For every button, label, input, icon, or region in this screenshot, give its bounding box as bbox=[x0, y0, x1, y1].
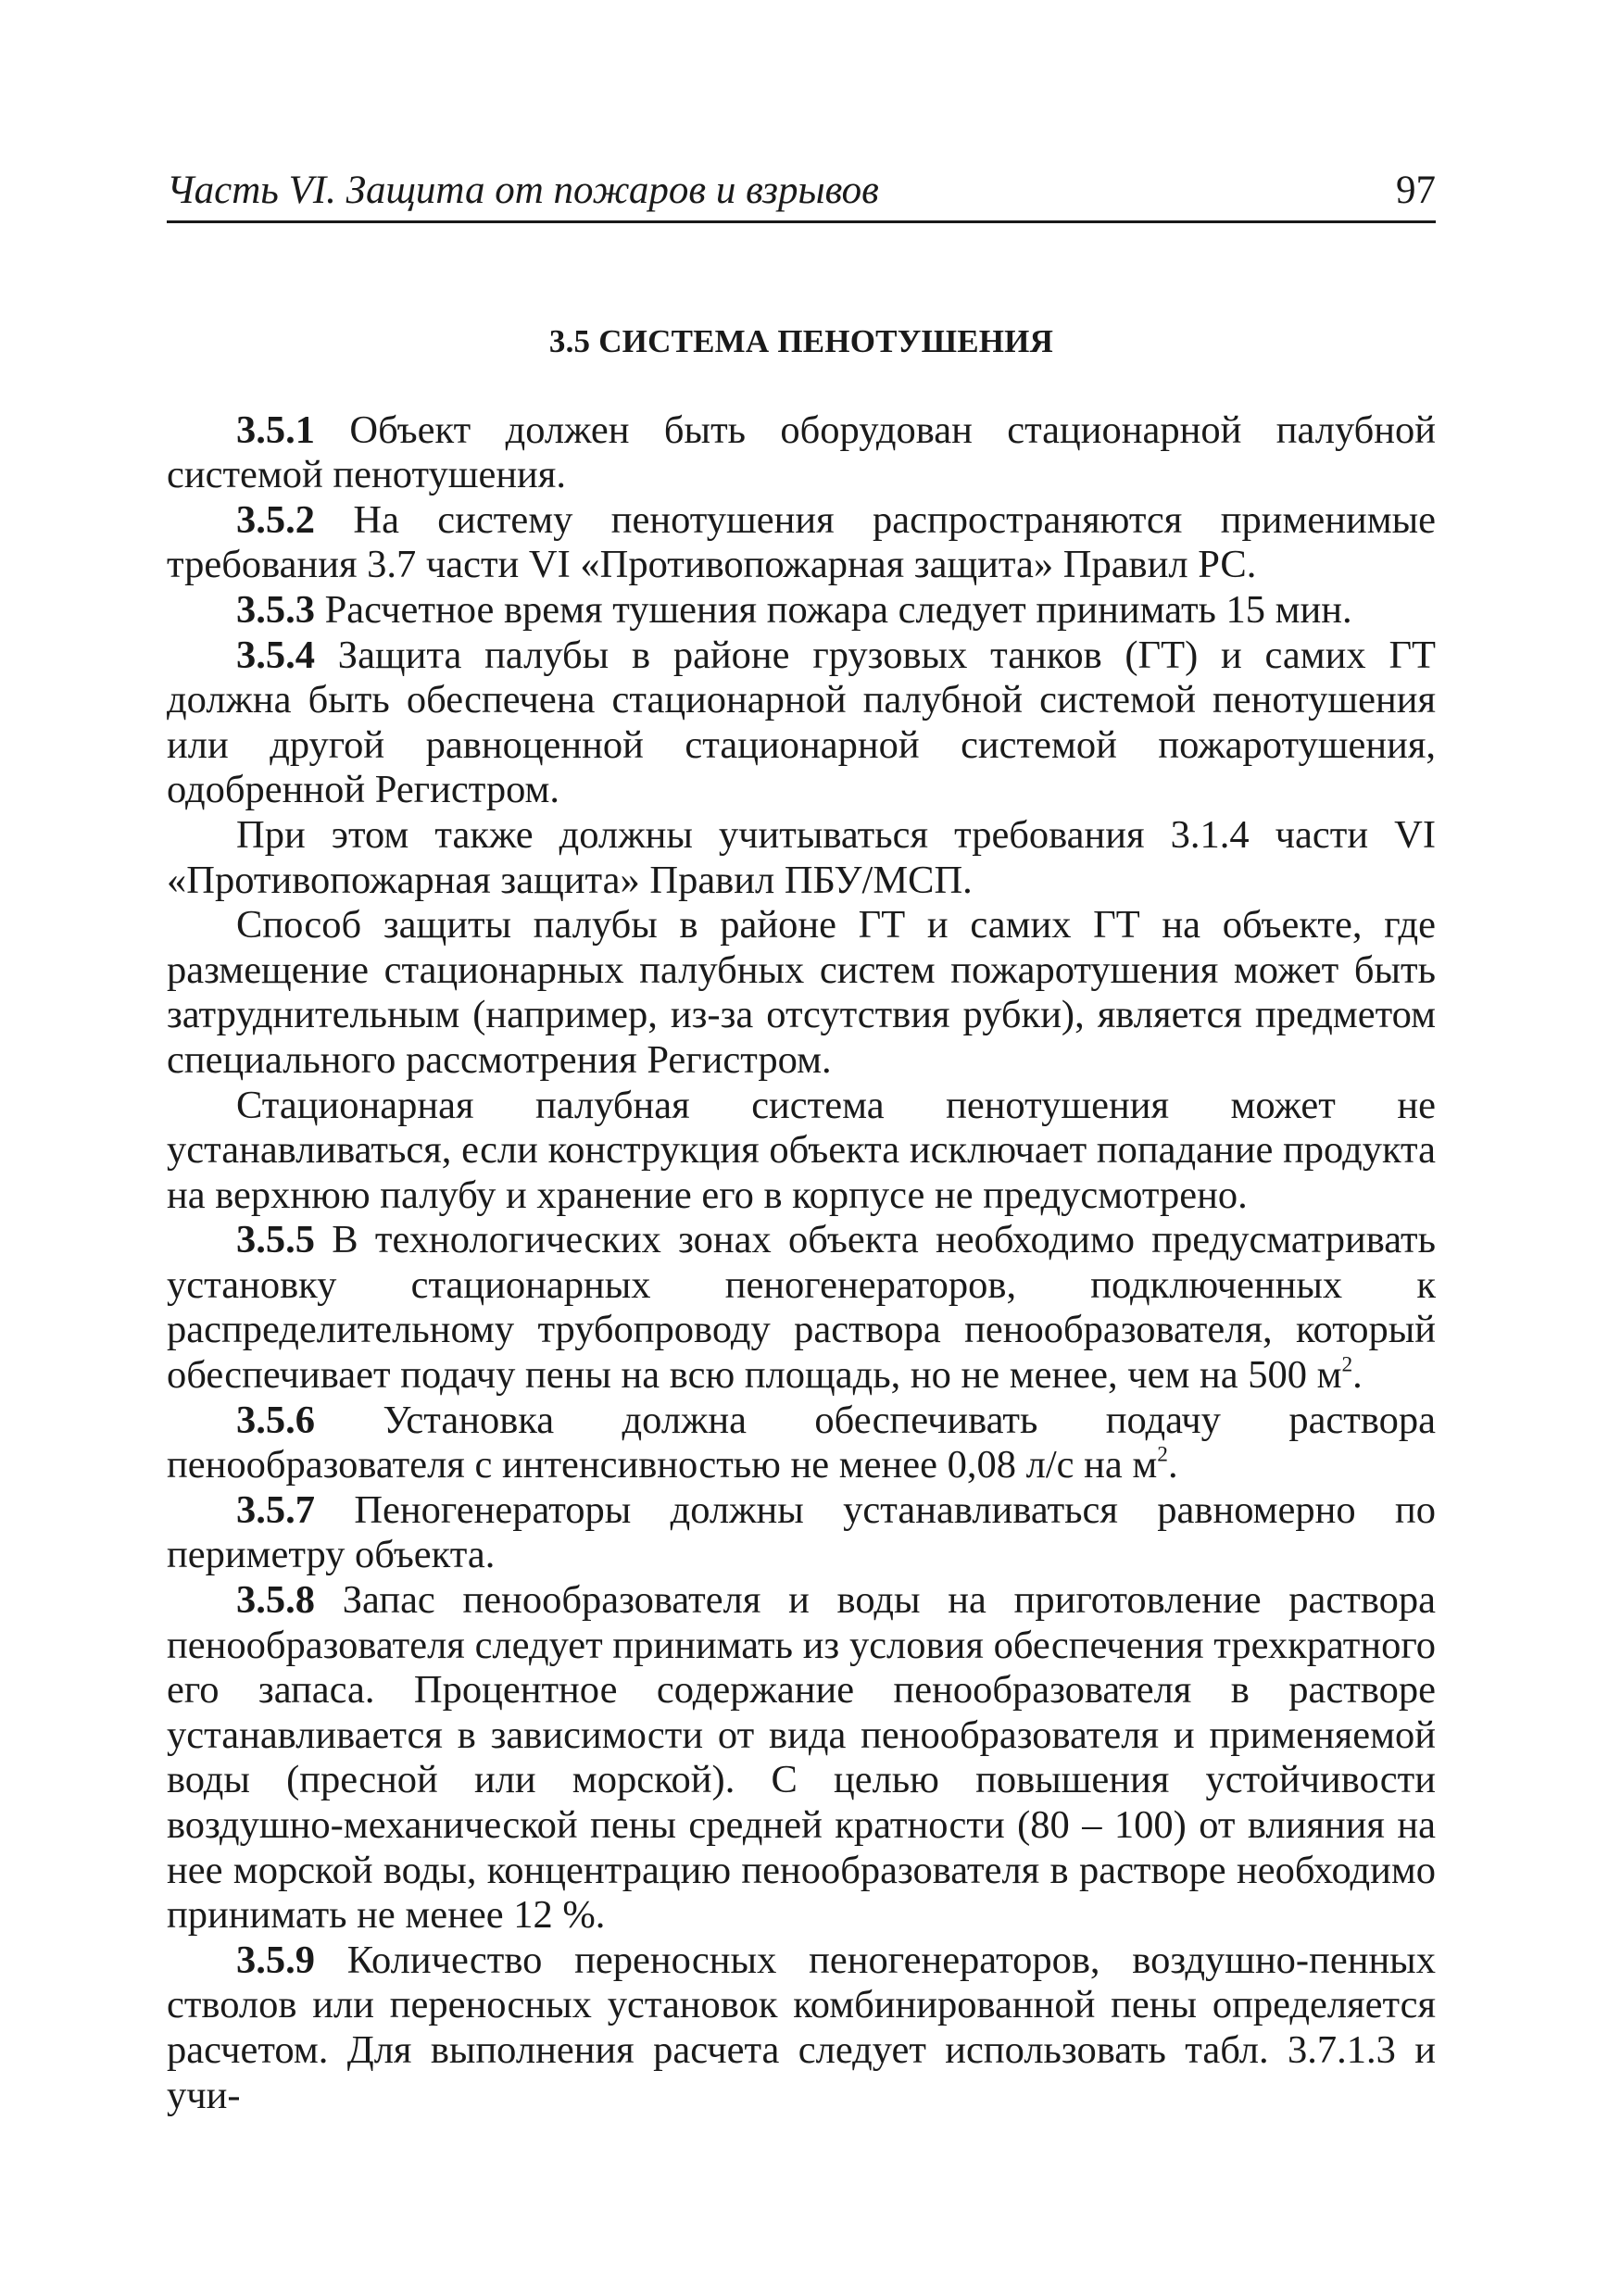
paragraph bbox=[167, 1938, 1436, 2118]
paragraph bbox=[167, 498, 1436, 588]
paragraph bbox=[167, 634, 1436, 813]
paragraph-text: Пеногенераторы должны устанавливаться равномерно по периметру объекта. bbox=[167, 1487, 1436, 1577]
clause-number: 3.5.7 bbox=[236, 1487, 315, 1532]
clause-number: 3.5.2 bbox=[236, 497, 315, 542]
clause-number: 3.5.3 bbox=[236, 587, 315, 632]
clause-number: 3.5.6 bbox=[236, 1398, 315, 1442]
paragraph bbox=[167, 588, 1436, 634]
paragraph bbox=[167, 1488, 1436, 1578]
paragraph-text: Стационарная палубная система пенотушения может не устанавливаться, если конструкция объекта исключает попадание продукта на верхнюю палубу и хранение его в корпусе не предусмотрено. bbox=[167, 1083, 1436, 1217]
paragraph-text: Объект должен быть оборудован стационарной палубной системой пенотушения. bbox=[167, 408, 1437, 497]
paragraph-text: В технологических зонах объекта необходимо предусматривать установку стационарных пеногенераторов, подключенных к распределительному трубопроводу раствора пенообразователя, который обеспечивает подачу пены на всю площадь, но не менее, чем на 500 м bbox=[167, 1218, 1437, 1398]
superscript: 2 bbox=[1341, 1352, 1353, 1377]
paragraph-text: Запас пенообразователя и воды на приготовление раствора пенообразователя следует принимать из условия обеспечения трехкратного его запаса. Процентное содержание пенообразователя в растворе устанавливается в зависимости от вида пенообразователя и применяемой воды (пресной или морской). С целью повышения устойчивости воздушно-механической пены средней кратности (80 – 100) от влияния на нее морской воды, концентрацию пенообразователя в растворе необходимо принимать не менее 12 %. bbox=[167, 1578, 1436, 1938]
paragraph bbox=[167, 1399, 1436, 1488]
paragraph bbox=[167, 1084, 1436, 1219]
paragraph bbox=[167, 813, 1436, 903]
paragraph-tail: . bbox=[1352, 1353, 1363, 1398]
document-page bbox=[167, 167, 1436, 2118]
page-number: 97 bbox=[1396, 169, 1436, 212]
paragraph bbox=[167, 1218, 1436, 1398]
body-text bbox=[167, 408, 1436, 2119]
paragraph-tail: . bbox=[1167, 1443, 1178, 1487]
paragraph bbox=[167, 1578, 1436, 1938]
paragraph bbox=[167, 903, 1436, 1083]
clause-number: 3.5.1 bbox=[236, 408, 315, 452]
paragraph-text: На систему пенотушения распространяются применимые требования 3.7 части VI «Противопожарная защита» Правил РС. bbox=[167, 497, 1437, 587]
paragraph-text: Способ защиты палубы в районе ГТ и самих ГТ на объекте, где размещение стационарных палубных систем пожаротушения может быть затруднительным (например, из-за отсутствия рубки), является предметом специального рассмотрения Регистром. bbox=[167, 903, 1436, 1082]
clause-number: 3.5.8 bbox=[236, 1578, 315, 1623]
paragraph-text: Количество переносных пеногенераторов, воздушно-пенных стволов или переносных установок комбинированной пены определяется расчетом. Для выполнения расчета следует использовать табл. 3.7.1.3 и учи- bbox=[167, 1938, 1436, 2117]
section-heading: 3.5 СИСТЕМА ПЕНОТУШЕНИЯ bbox=[548, 322, 1054, 359]
superscript: 2 bbox=[1157, 1442, 1168, 1467]
paragraph bbox=[167, 408, 1436, 498]
paragraph-text: Защита палубы в районе грузовых танков (ГТ) и самих ГТ должна быть обеспечена стационарной палубной системой пенотушения или другой равноценной стационарной системой пожаротушения, одобренной Регистром. bbox=[167, 633, 1436, 812]
clause-number: 3.5.9 bbox=[236, 1938, 315, 1982]
paragraph-text: Установка должна обеспечивать подачу раствора пенообразователя с интенсивностью не менее 0,08 л/с на м bbox=[167, 1398, 1437, 1487]
paragraph-text: Расчетное время тушения пожара следует принимать 15 мин. bbox=[324, 587, 1352, 632]
running-header-title: Часть VI. Защита от пожаров и взрывов bbox=[167, 169, 879, 212]
running-header bbox=[167, 167, 1436, 223]
paragraph-text: При этом также должны учитываться требования 3.1.4 части VI «Противопожарная защита» Правил ПБУ/МСП. bbox=[167, 812, 1436, 902]
clause-number: 3.5.5 bbox=[236, 1218, 315, 1262]
clause-number: 3.5.4 bbox=[236, 633, 315, 677]
